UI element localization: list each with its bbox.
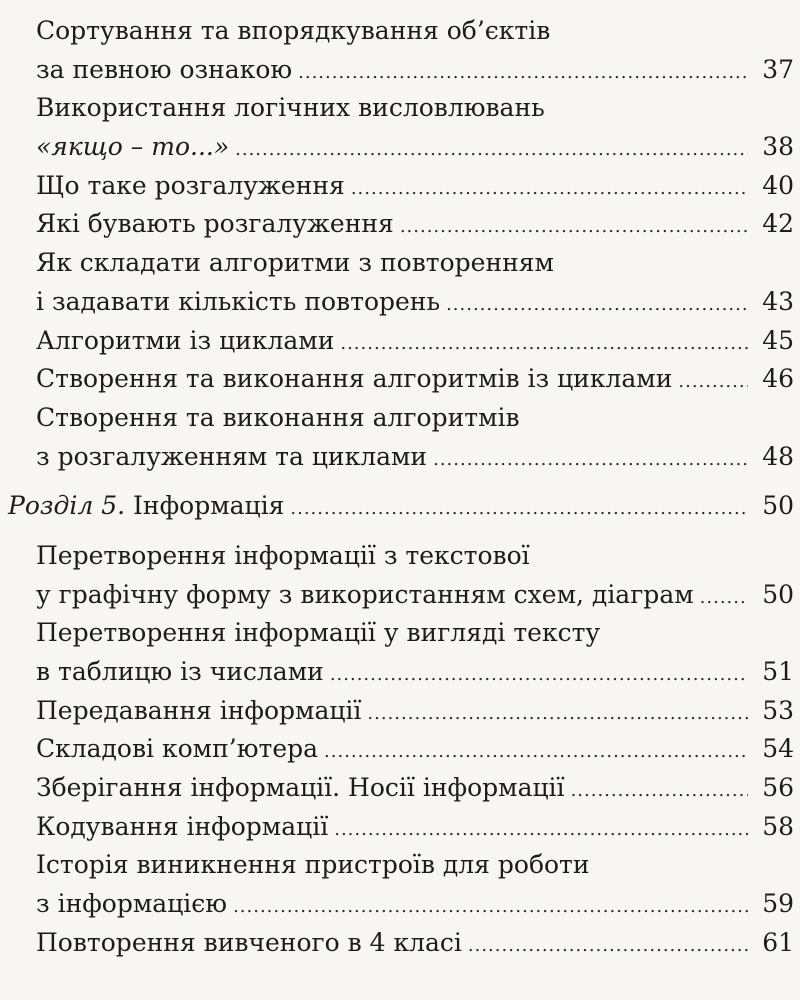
page-number: 38 <box>762 132 794 162</box>
section-prefix: Розділ 5. <box>8 491 126 521</box>
page-number: 46 <box>762 364 794 394</box>
toc-entry-line <box>0 322 800 361</box>
toc-entry-title: Створення та виконання алгоритмів <box>36 402 520 432</box>
dot-leader <box>340 325 748 361</box>
dot-leader <box>351 170 748 206</box>
toc-entry-title: у графічну форму з використанням схем, діаграм <box>36 579 694 609</box>
dot-leader <box>678 363 748 399</box>
dot-leader <box>235 131 748 167</box>
toc-entry-line <box>0 924 800 963</box>
toc-entry-title: Сортування та впорядкування об’єктів <box>36 16 551 45</box>
toc-entry-line <box>0 360 800 399</box>
toc-entry-line <box>0 537 800 576</box>
toc-entry-title: Складові комп’ютера <box>36 734 319 764</box>
dot-leader <box>330 656 748 692</box>
toc-entry-title: Кодування інформації <box>36 811 329 841</box>
page-number: 51 <box>762 657 794 686</box>
toc-entry-line <box>0 438 800 477</box>
page-number: 61 <box>762 927 794 957</box>
toc-entry-title: Історія виникнення пристроїв для роботи <box>36 850 590 880</box>
page-number: 50 <box>762 579 794 609</box>
page-number: 48 <box>762 441 794 471</box>
toc-entry-line <box>0 846 800 885</box>
page-number: 40 <box>762 170 794 200</box>
page-number: 56 <box>762 773 794 803</box>
dot-leader <box>233 888 748 924</box>
toc-entry-line <box>0 576 800 615</box>
toc-entry-title: Як складати алгоритми з повторенням <box>36 248 554 278</box>
toc-entry-line <box>0 51 800 90</box>
toc-entry-title: і задавати кількість повторень <box>36 286 441 316</box>
toc-entry-line <box>0 128 800 167</box>
toc-entry-line <box>0 167 800 206</box>
section-title: Інформація <box>133 491 285 521</box>
toc-entry-title: Перетворення інформації у вигляді тексту <box>36 618 601 648</box>
dot-leader <box>400 208 748 244</box>
dot-leader <box>334 811 748 847</box>
toc-entry-title: «якщо – то...» <box>36 132 230 162</box>
toc-entry-title: Які бувають розгалуження <box>36 209 394 239</box>
toc-entry-line <box>0 692 800 731</box>
toc-entry-line <box>0 614 800 653</box>
dot-leader <box>290 490 748 526</box>
dot-leader <box>298 54 748 90</box>
dot-leader <box>446 286 748 322</box>
toc-entry-line <box>0 399 800 438</box>
toc-entry-line <box>0 283 800 322</box>
page-number: 54 <box>762 734 794 764</box>
toc-entry-title: Перетворення інформації з текстової <box>36 540 530 570</box>
dot-leader <box>700 579 748 615</box>
toc-entry-line <box>0 653 800 692</box>
dot-leader <box>433 441 748 477</box>
page-number: 43 <box>762 286 794 316</box>
toc-entry-line <box>0 89 800 128</box>
toc-entry-title: Зберігання інформації. Носії інформації <box>36 773 565 803</box>
toc-section-heading <box>0 487 800 526</box>
page-number: 37 <box>762 54 794 84</box>
toc-entry-title: з інформацією <box>36 889 228 919</box>
page-number: 45 <box>762 325 794 355</box>
page-number: 58 <box>762 811 794 841</box>
toc-entry-title: в таблицю із числами <box>36 657 324 686</box>
toc-entry-line <box>0 769 800 808</box>
toc-entry-line <box>0 885 800 924</box>
toc-entry-title: з розгалуженням та циклами <box>36 441 428 471</box>
page-number: 42 <box>762 209 794 239</box>
dot-leader <box>571 772 748 808</box>
toc-entry-line <box>0 808 800 847</box>
page-number: 50 <box>762 491 794 521</box>
dot-leader <box>367 695 748 731</box>
page-number: 59 <box>762 889 794 919</box>
toc-entry-line <box>0 12 800 51</box>
toc-entry-title: Повторення вивченого в 4 класі <box>36 927 462 957</box>
toc-entry-line <box>0 205 800 244</box>
toc-entry-title: за певною ознакою <box>36 54 293 84</box>
toc-entry-title: Передавання інформації <box>36 695 362 725</box>
dot-leader <box>324 733 748 769</box>
page-number: 53 <box>762 695 794 725</box>
toc-entry-line <box>0 730 800 769</box>
toc-entry-title: Створення та виконання алгоритмів із циклами <box>36 364 673 394</box>
toc-entry-title: Використання логічних висловлювань <box>36 93 545 123</box>
dot-leader <box>468 927 748 963</box>
toc-entry-line <box>0 244 800 283</box>
toc-entry-title: Алгоритми із циклами <box>36 325 335 355</box>
toc-entry-title: Що таке розгалуження <box>36 170 345 200</box>
